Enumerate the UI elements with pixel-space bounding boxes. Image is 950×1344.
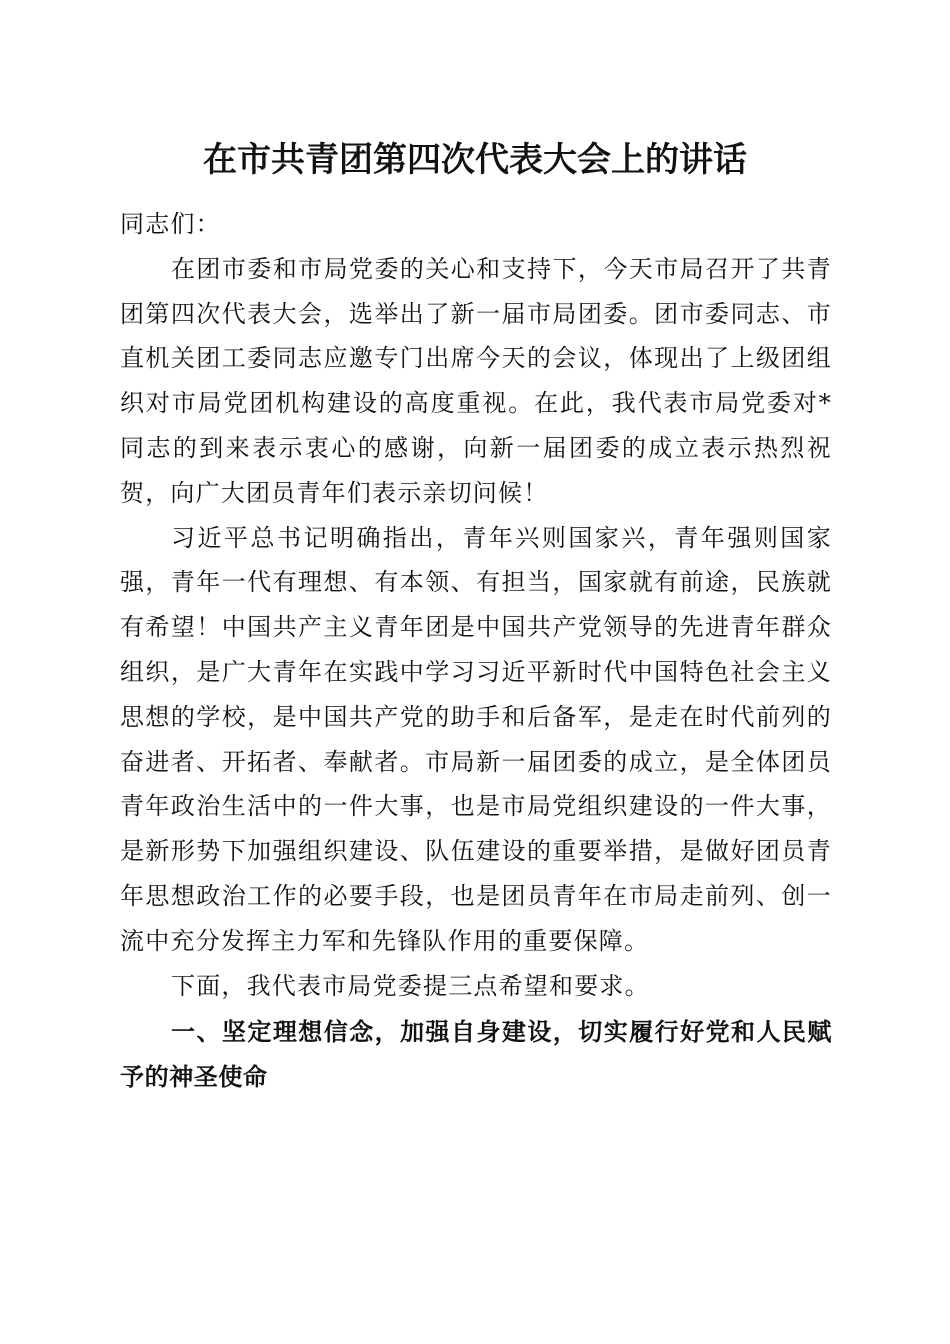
- paragraph-transition: 下面，我代表市局党委提三点希望和要求。: [171, 971, 650, 1000]
- document-body: [120, 202, 832, 1100]
- paragraph-opening: 在团市委和市局党委的关心和支持下，今天市局召开了共青团第四次代表大会，选举出了新一届市局团委。团市委同志、市直机关团工委同志应邀专门出席今天的会议，体现出了上级团组织对市局党团机构建设的高度重视。在此，我代表市局党委对*同志的到来表示衷心的感谢，向新一届团委的成立表示热烈祝贺，向广大团员青年们表示亲切问候！: [120, 254, 832, 507]
- document-title: 在市共青团第四次代表大会上的讲话: [203, 140, 747, 180]
- salutation: 同志们：: [120, 210, 221, 238]
- paragraph-youth-significance: 习近平总书记明确指出，青年兴则国家兴，青年强则国家强，青年一代有理想、有本领、有担当，国家就有前途，民族就有希望！中国共产主义青年团是中国共产党领导的先进青年群众组织，是广大青年在实践中学习习近平新时代中国特色社会主义思想的学校，是中国共产党的助手和后备军，是走在时代前列的奋进者、开拓者、奉献者。市局新一届团委的成立，是全体团员青年政治生活中的一件大事，也是市局党组织建设的一件大事，是新形势下加强组织建设、队伍建设的重要举措，是做好团员青年思想政治工作的必要手段，也是团员青年在市局走前列、创一流中充分发挥主力军和先锋队作用的重要保障。: [120, 523, 832, 955]
- section-heading: 一、坚定理想信念，加强自身建设，切实履行好党和人民赋予的神圣使命: [120, 1018, 832, 1092]
